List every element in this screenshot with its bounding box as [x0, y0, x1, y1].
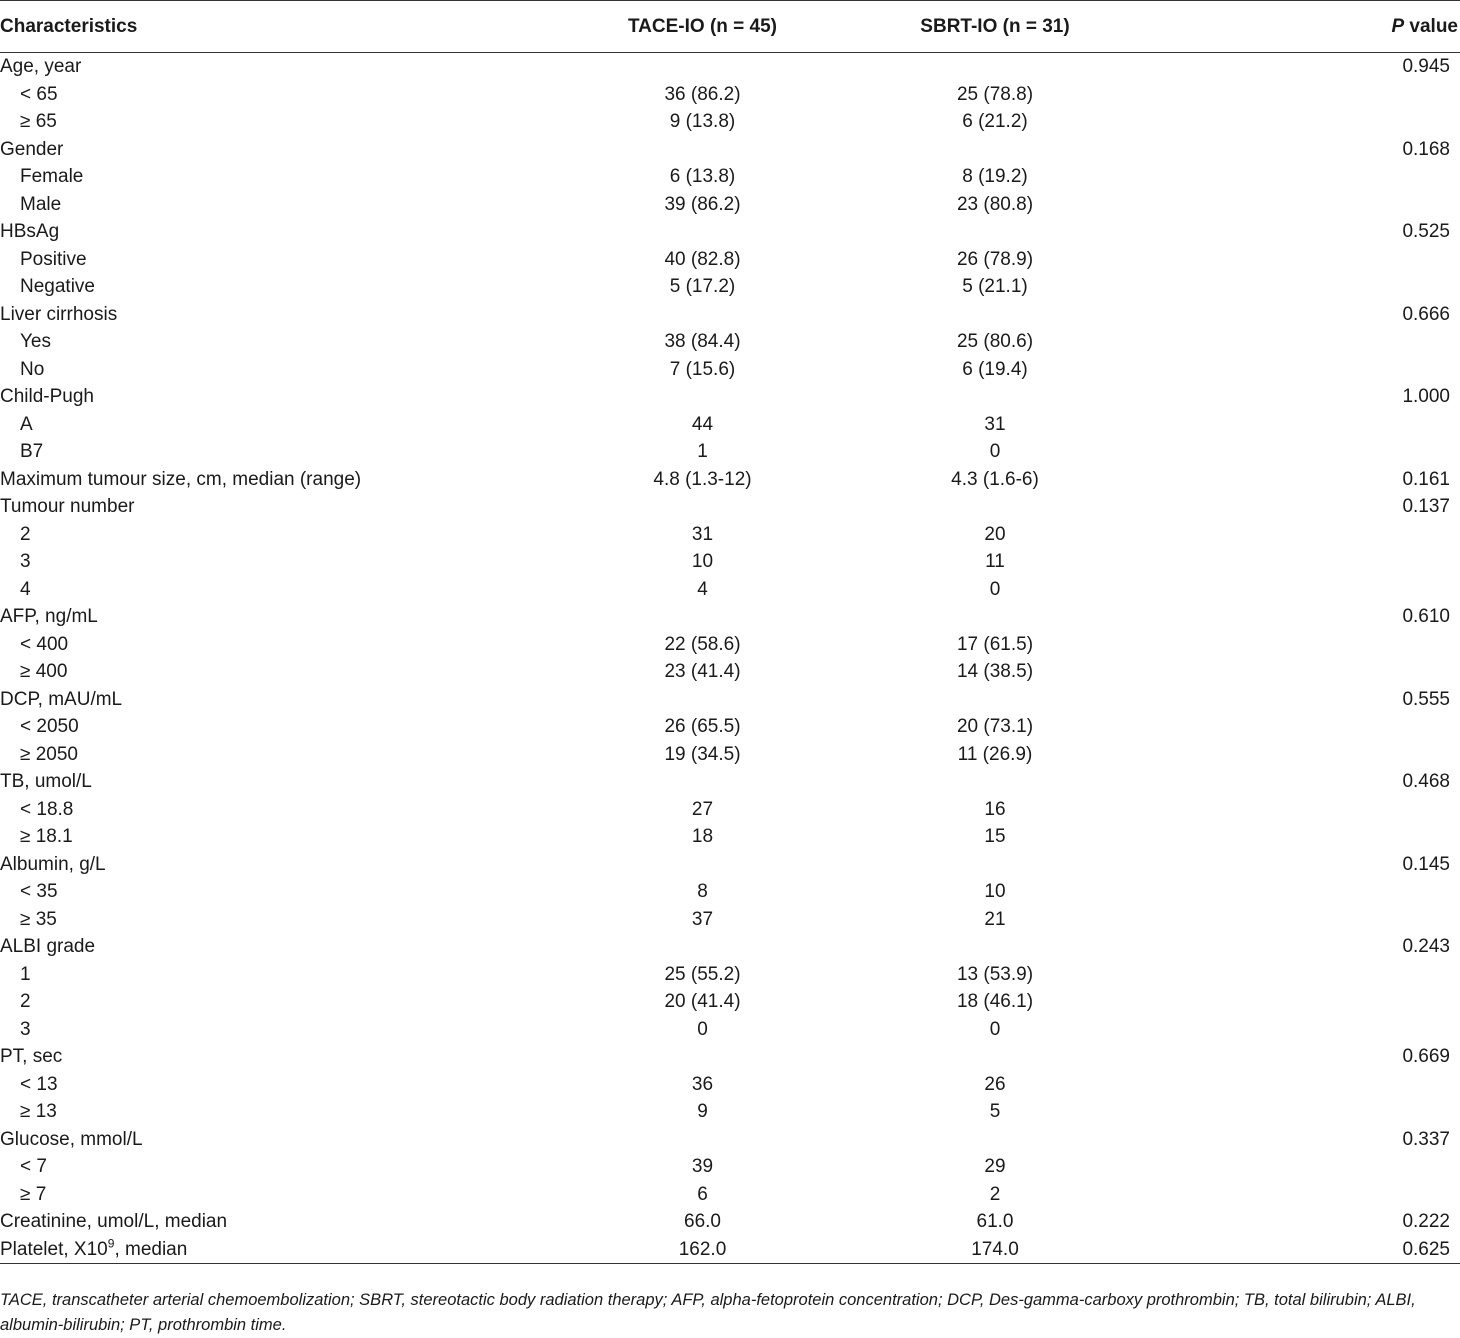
sbrt-io-value: 0 [989, 441, 1001, 462]
sbrt-io-value [845, 1043, 1305, 1071]
subcategory-label: Female [20, 166, 84, 187]
tace-io-value: 44 [691, 413, 714, 435]
p-value [1305, 328, 1460, 356]
table-row [0, 1208, 1460, 1236]
subcategory-label: Yes [20, 331, 51, 352]
tace-io-value: 162.0 [520, 1236, 845, 1264]
characteristic-label: DCP, mAU/mL [0, 688, 123, 710]
p-value: 0.137 [1402, 496, 1450, 517]
tace-io-value: 5 (17.2) [669, 276, 736, 297]
p-value: 0.337 [1402, 1128, 1450, 1150]
tace-io-value: 4 [697, 578, 708, 600]
subcategory-label: ≥ 13 [20, 1101, 57, 1122]
tace-io-value: 26 (65.5) [664, 716, 741, 737]
subcategory-label: ≥ 2050 [20, 743, 78, 765]
table-row [0, 686, 1460, 714]
characteristic-label: Creatinine, umol/L, median [0, 1211, 228, 1232]
characteristic-label: AFP, ng/mL [0, 606, 98, 627]
table-row [0, 576, 1460, 604]
sbrt-io-value: 17 (61.5) [956, 633, 1034, 655]
tace-io-value: 9 (13.8) [669, 111, 736, 132]
sbrt-io-value: 14 (38.5) [956, 661, 1034, 682]
table-row [0, 521, 1460, 549]
subcategory-label: ≥ 35 [20, 908, 57, 930]
label-suffix: , median [114, 1238, 188, 1260]
tace-io-value: 19 (34.5) [664, 743, 741, 765]
p-value [1305, 81, 1460, 109]
characteristic-label: Tumour number [0, 496, 135, 517]
table-row [0, 1071, 1460, 1099]
subcategory-label: B7 [20, 441, 44, 462]
subcategory-label: < 7 [20, 1156, 47, 1177]
sbrt-io-value [845, 1126, 1305, 1154]
sbrt-io-value: 2 [989, 1183, 1001, 1205]
subcategory-label: Male [20, 193, 62, 215]
tace-io-value [520, 383, 845, 411]
tace-io-value: 6 (13.8) [669, 166, 736, 187]
p-value [1305, 713, 1460, 741]
table-row [0, 1126, 1460, 1154]
tace-io-value [520, 603, 845, 631]
p-value [1305, 1071, 1460, 1099]
sbrt-io-value: 8 (19.2) [962, 166, 1028, 187]
table-row [0, 1181, 1460, 1209]
tace-io-value: 40 (82.8) [664, 248, 741, 270]
p-value [1305, 356, 1460, 384]
sbrt-io-value: 6 (19.4) [962, 358, 1028, 380]
header-p-letter: P [1391, 15, 1405, 37]
table-row [0, 658, 1460, 686]
table-row [0, 713, 1460, 741]
tace-io-value: 36 [691, 1073, 714, 1095]
table-row [0, 81, 1460, 109]
subcategory-label: < 13 [20, 1073, 58, 1095]
characteristic-label: Gender [0, 138, 64, 160]
characteristic-label: HBsAg [0, 221, 60, 242]
tace-io-value: 31 [691, 523, 714, 545]
sbrt-io-value [845, 493, 1305, 521]
p-value [1305, 631, 1460, 659]
characteristic-label: TB, umol/L [0, 771, 92, 792]
sbrt-io-value [845, 933, 1305, 961]
p-value [1305, 521, 1460, 549]
characteristic-label: Child-Pugh [0, 386, 94, 407]
p-value [1305, 246, 1460, 274]
table-row [0, 603, 1460, 631]
sbrt-io-value: 61.0 [976, 1211, 1014, 1232]
sbrt-io-value: 26 (78.9) [956, 248, 1034, 270]
sbrt-io-value: 15 [984, 826, 1006, 847]
subcategory-label: ≥ 65 [20, 111, 57, 132]
p-value [1305, 411, 1460, 439]
sbrt-io-value [845, 768, 1305, 796]
subcategory-label: No [20, 358, 45, 380]
characteristic-label: Liver cirrhosis [0, 303, 118, 325]
tace-io-value: 20 (41.4) [664, 991, 741, 1012]
table-body [0, 53, 1460, 1264]
p-value: 0.666 [1402, 303, 1450, 325]
header-sbrt-io: SBRT-IO (n = 31) [845, 1, 1305, 53]
table-row [0, 1043, 1460, 1071]
subcategory-label: ≥ 18.1 [20, 826, 73, 847]
characteristic-label: ALBI grade [0, 936, 96, 957]
tace-io-value: 23 (41.4) [664, 661, 741, 682]
table-row [0, 163, 1460, 191]
characteristic-label: Glucose, mmol/L [0, 1128, 143, 1150]
tace-io-value: 4.8 (1.3-12) [653, 468, 752, 490]
p-value: 0.555 [1402, 688, 1450, 710]
p-value: 0.145 [1402, 853, 1450, 875]
tace-io-value: 25 (55.2) [664, 963, 741, 985]
p-value: 0.945 [1402, 56, 1450, 77]
p-value: 0.669 [1402, 1046, 1450, 1067]
table-row [0, 548, 1460, 576]
sbrt-io-value: 11 (26.9) [957, 743, 1033, 765]
table-row [0, 933, 1460, 961]
subcategory-label: ≥ 400 [20, 661, 68, 682]
tace-io-value [520, 933, 845, 961]
p-value [1305, 1153, 1460, 1181]
subcategory-label: < 65 [20, 83, 58, 105]
p-value: 0.525 [1402, 221, 1450, 242]
p-value [1305, 576, 1460, 604]
sbrt-io-value: 11 [985, 551, 1005, 572]
subcategory-label: ≥ 7 [20, 1183, 47, 1205]
table-row [0, 796, 1460, 824]
p-value [1305, 961, 1460, 989]
subcategory-label: 1 [20, 963, 31, 985]
table-row [0, 1153, 1460, 1181]
p-value: 0.610 [1402, 606, 1450, 627]
characteristic-label [0, 1236, 520, 1264]
tace-io-value [520, 1126, 845, 1154]
table-row [0, 988, 1460, 1016]
sbrt-io-value: 174.0 [845, 1236, 1305, 1264]
table-row [0, 466, 1460, 494]
sbrt-io-value [845, 383, 1305, 411]
sbrt-io-value [845, 603, 1305, 631]
sbrt-io-value: 29 [984, 1156, 1006, 1177]
p-value [1305, 273, 1460, 301]
tace-io-value: 66.0 [684, 1211, 721, 1232]
p-value: 1.000 [1402, 386, 1450, 407]
table-row [0, 851, 1460, 879]
sbrt-io-value: 23 (80.8) [956, 193, 1034, 215]
tace-io-value [520, 768, 845, 796]
tace-io-value: 18 [691, 826, 714, 847]
tace-io-value: 39 [691, 1156, 714, 1177]
subcategory-label: 4 [20, 578, 31, 600]
sbrt-io-value: 18 (46.1) [956, 991, 1034, 1012]
sbrt-io-value: 10 [984, 881, 1006, 902]
table-row [0, 823, 1460, 851]
table-row [0, 356, 1460, 384]
tace-io-value [520, 851, 845, 879]
subcategory-label: < 400 [20, 633, 69, 655]
sbrt-io-value: 20 [984, 523, 1006, 545]
table-row [0, 493, 1460, 521]
table-row [0, 1098, 1460, 1126]
subcategory-label: < 2050 [20, 716, 79, 737]
table-row [0, 301, 1460, 329]
tace-io-value: 38 (84.4) [664, 331, 741, 352]
p-value: 0.468 [1402, 771, 1450, 792]
header-p-suffix: value [1404, 15, 1458, 37]
p-value [1305, 191, 1460, 219]
subcategory-label: 3 [20, 551, 31, 572]
tace-io-value: 0 [697, 1018, 708, 1040]
subcategory-label: < 18.8 [20, 798, 74, 820]
table-row [0, 328, 1460, 356]
p-value [1305, 823, 1460, 851]
tace-io-value: 7 (15.6) [669, 358, 736, 380]
table-row [0, 961, 1460, 989]
sbrt-io-value: 25 (78.8) [956, 83, 1034, 105]
sbrt-io-value [845, 136, 1305, 164]
subcategory-label: 2 [20, 523, 31, 545]
p-value: 0.161 [1402, 468, 1450, 490]
tace-io-value: 37 [691, 908, 714, 930]
tace-io-value [520, 301, 845, 329]
tace-io-value [520, 686, 845, 714]
characteristic-label: Albumin, g/L [0, 853, 106, 875]
table-row [0, 273, 1460, 301]
subcategory-label: 3 [20, 1018, 31, 1040]
table-row [0, 191, 1460, 219]
p-value [1305, 163, 1460, 191]
label-text: Platelet, X10 [0, 1238, 108, 1260]
tace-io-value [520, 493, 845, 521]
characteristic-label: Age, year [0, 56, 82, 77]
p-value: 0.222 [1402, 1211, 1450, 1232]
p-value [1305, 1016, 1460, 1044]
table-row [0, 136, 1460, 164]
header-row [0, 1, 1460, 53]
sbrt-io-value: 0 [989, 578, 1001, 600]
sbrt-io-value: 5 [989, 1101, 1001, 1122]
p-value [1305, 438, 1460, 466]
table-row [0, 741, 1460, 769]
table-header [0, 1, 1460, 53]
p-value [1305, 1181, 1460, 1209]
table-row [0, 631, 1460, 659]
characteristic-label: PT, sec [0, 1046, 63, 1067]
p-value [1305, 548, 1460, 576]
p-value [1305, 108, 1460, 136]
table-row [0, 1016, 1460, 1044]
table-row [0, 906, 1460, 934]
table-row [0, 383, 1460, 411]
sbrt-io-value: 0 [989, 1018, 1001, 1040]
table-row [0, 246, 1460, 274]
table-row [0, 878, 1460, 906]
p-value [1305, 796, 1460, 824]
tace-io-value: 36 (86.2) [664, 83, 741, 105]
sbrt-io-value [845, 851, 1305, 879]
table-row [0, 53, 1460, 81]
sbrt-io-value [845, 686, 1305, 714]
p-value [1305, 741, 1460, 769]
p-value [1305, 906, 1460, 934]
sbrt-io-value [845, 53, 1305, 81]
tace-io-value: 22 (58.6) [664, 633, 741, 655]
tace-io-value: 8 [697, 881, 708, 902]
subcategory-label: A [20, 413, 33, 435]
tace-io-value: 9 [697, 1101, 708, 1122]
tace-io-value: 6 [697, 1183, 708, 1205]
subcategory-label: 2 [20, 991, 31, 1012]
sbrt-io-value: 16 [984, 798, 1006, 820]
sbrt-io-value [845, 301, 1305, 329]
p-value: 0.243 [1402, 936, 1450, 957]
p-value [1305, 878, 1460, 906]
tace-io-value: 27 [691, 798, 714, 820]
sbrt-io-value: 4.3 (1.6-6) [951, 468, 1039, 490]
tace-io-value [520, 218, 845, 246]
sbrt-io-value: 5 (21.1) [962, 276, 1028, 297]
table-row [0, 1236, 1460, 1264]
sbrt-io-value [845, 218, 1305, 246]
p-value [1305, 988, 1460, 1016]
sbrt-io-value: 6 (21.2) [962, 111, 1028, 132]
subcategory-label: < 35 [20, 881, 58, 902]
p-value: 0.168 [1402, 138, 1450, 160]
table-row [0, 411, 1460, 439]
tace-io-value: 1 [697, 441, 708, 462]
subcategory-label: Negative [20, 276, 95, 297]
header-characteristics: Characteristics [0, 1, 520, 53]
subcategory-label: Positive [20, 248, 87, 270]
label-superscript: 9 [107, 1236, 115, 1251]
header-tace-io: TACE-IO (n = 45) [520, 1, 845, 53]
sbrt-io-value: 31 [984, 413, 1006, 435]
p-value [1305, 1098, 1460, 1126]
table-row [0, 768, 1460, 796]
header-p-value [1305, 1, 1460, 53]
tace-io-value: 39 (86.2) [664, 193, 741, 215]
table-row [0, 108, 1460, 136]
tace-io-value [520, 1043, 845, 1071]
sbrt-io-value: 26 [984, 1073, 1006, 1095]
p-value [1305, 658, 1460, 686]
tace-io-value: 10 [691, 551, 714, 572]
sbrt-io-value: 20 (73.1) [956, 716, 1034, 737]
characteristic-label: Maximum tumour size, cm, median (range) [0, 468, 362, 490]
table-row [0, 218, 1460, 246]
sbrt-io-value: 25 (80.6) [956, 331, 1034, 352]
tace-io-value [520, 136, 845, 164]
tace-io-value [520, 53, 845, 81]
sbrt-io-value: 13 (53.9) [956, 963, 1034, 985]
table-footnote: TACE, transcatheter arterial chemoembolization; SBRT, stereotactic body radiation therapy; AFP, alpha-fetoprotein concentration; DCP, Des-gamma-carboxy prothrombin; TB, total bilirubin; ALBI, albumin-bilirubin; PT, prothrombin time. [0, 1291, 1416, 1334]
table-row [0, 438, 1460, 466]
sbrt-io-value: 21 [984, 908, 1006, 930]
p-value: 0.625 [1305, 1236, 1460, 1264]
